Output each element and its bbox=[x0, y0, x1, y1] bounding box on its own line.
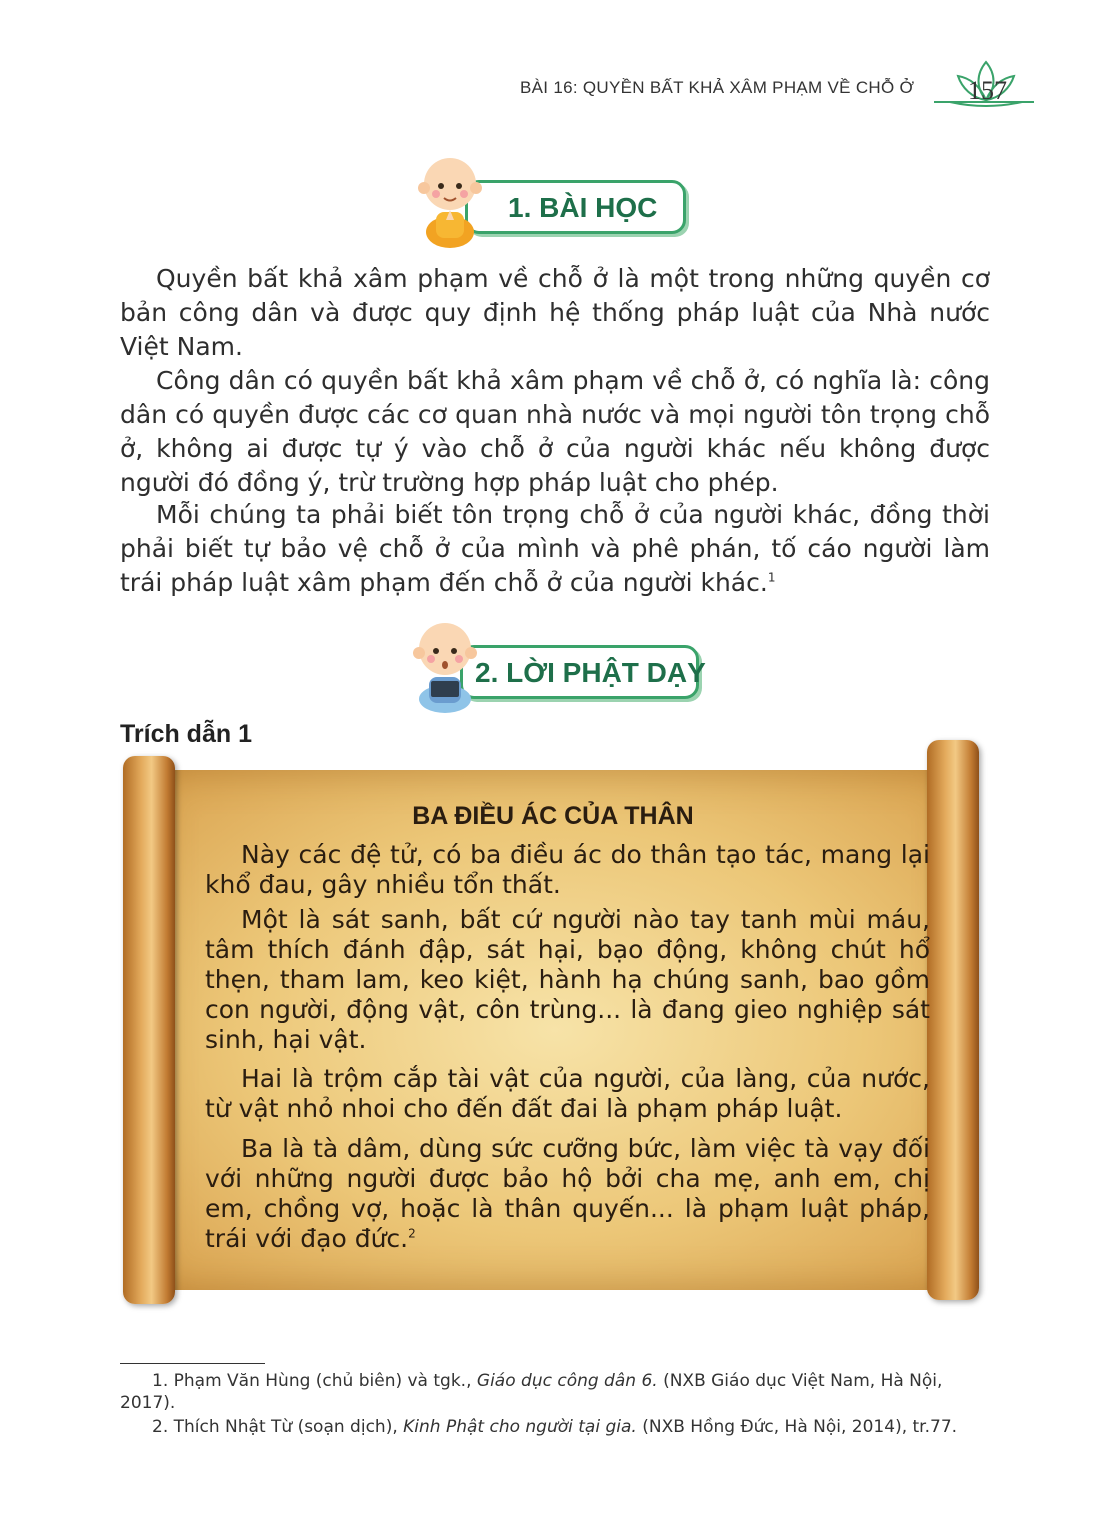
section-2-badge bbox=[405, 615, 705, 715]
scroll-paragraph-text: Này các đệ tử, có ba điều ác do thân tạo tác, mang lại khổ đau, gây nhiều tổn thất. bbox=[205, 840, 930, 899]
footnote-1 bbox=[120, 1370, 1000, 1414]
quote-heading: Trích dẫn 1 bbox=[120, 720, 252, 748]
page-number: 157 bbox=[968, 76, 1007, 105]
scroll-paragraph-text: Ba là tà dâm, dùng sức cưỡng bức, làm việc tà vạy đối với những người được bảo hộ bởi cha mẹ, anh em, chị em, chồng vợ, hoặc là thân quyến... là phạm luật pháp, trái với đạo đức. bbox=[205, 1134, 930, 1253]
footnote-text: 2. Thích Nhật Từ (soạn dịch), bbox=[152, 1417, 404, 1437]
footnote-book-title: Giáo dục công dân 6. bbox=[476, 1371, 658, 1391]
lesson-paragraph bbox=[120, 262, 990, 364]
lesson-paragraph bbox=[120, 364, 990, 500]
footnote-divider bbox=[120, 1363, 265, 1364]
lesson-paragraph-text: Mỗi chúng ta phải biết tôn trọng chỗ ở của người khác, đồng thời phải biết tự bảo vệ chỗ ở của mình và phê phán, tố cáo người làm trái pháp luật xâm phạm đến chỗ ở của người khác. bbox=[120, 500, 990, 597]
footnote-text: (NXB Hồng Đức, Hà Nội, 2014), tr.77. bbox=[636, 1417, 958, 1437]
running-head bbox=[520, 78, 914, 98]
section-2-label: 2. LỜI PHẬT DẠY bbox=[475, 657, 706, 688]
lesson-paragraph-text: Công dân có quyền bất khả xâm phạm về chỗ ở, có nghĩa là: công dân có quyền được các cơ quan nhà nước và mọi người tôn trọng chỗ ở, không ai được tự ý vào chỗ ở của người khác nếu không được người đó đồng ý, trừ trường hợp pháp luật cho phép. bbox=[120, 366, 990, 497]
lesson-title: BÀI 16: QUYỀN BẤT KHẢ XÂM PHẠM VỀ CHỖ Ở bbox=[520, 78, 915, 97]
scroll-roll-left bbox=[123, 756, 175, 1304]
footnote-ref: 2 bbox=[408, 1226, 416, 1241]
footnote-text: (NXB Giáo dục Việt Nam, Hà Nội, 2017). bbox=[120, 1371, 943, 1413]
scroll-title: BA ĐIỀU ÁC CỦA THÂN bbox=[412, 802, 694, 830]
monk-reading-icon bbox=[405, 615, 485, 715]
footnote-text: 1. Phạm Văn Hùng (chủ biên) và tgk., bbox=[152, 1371, 477, 1391]
page-number-ornament bbox=[936, 58, 1036, 114]
footnote-2 bbox=[120, 1416, 1000, 1438]
scroll-paragraph-text: Hai là trộm cắp tài vật của người, của làng, của nước, từ vật nhỏ nhoi cho đến đất đai là phạm pháp luật. bbox=[205, 1064, 930, 1123]
footnote-ref: 1 bbox=[767, 570, 776, 585]
lesson-paragraph-text: Quyền bất khả xâm phạm về chỗ ở là một trong những quyền cơ bản công dân và được quy định hệ thống pháp luật của Nhà nước Việt Nam. bbox=[120, 264, 990, 361]
scroll-paragraph bbox=[205, 905, 930, 1055]
section-1-badge bbox=[410, 150, 690, 250]
scroll-paragraph bbox=[205, 1134, 930, 1254]
scroll-paragraph-text: Một là sát sanh, bất cứ người nào tay tanh mùi máu, tâm thích đánh đập, sát hại, bạo động, không chút hổ thẹn, tham lam, keo kiệt, hành hạ chúng sanh, bao gồm con người, động vật, côn trùng... là đang gieo nghiệp sát sinh, hại vật. bbox=[205, 905, 930, 1054]
lesson-paragraph bbox=[120, 498, 990, 600]
section-1-label: 1. BÀI HỌC bbox=[508, 192, 658, 223]
monk-praying-icon bbox=[410, 150, 490, 250]
footnote-book-title: Kinh Phật cho người tại gia. bbox=[403, 1417, 637, 1437]
scroll-paragraph bbox=[205, 840, 930, 900]
scroll-paragraph bbox=[205, 1064, 930, 1124]
